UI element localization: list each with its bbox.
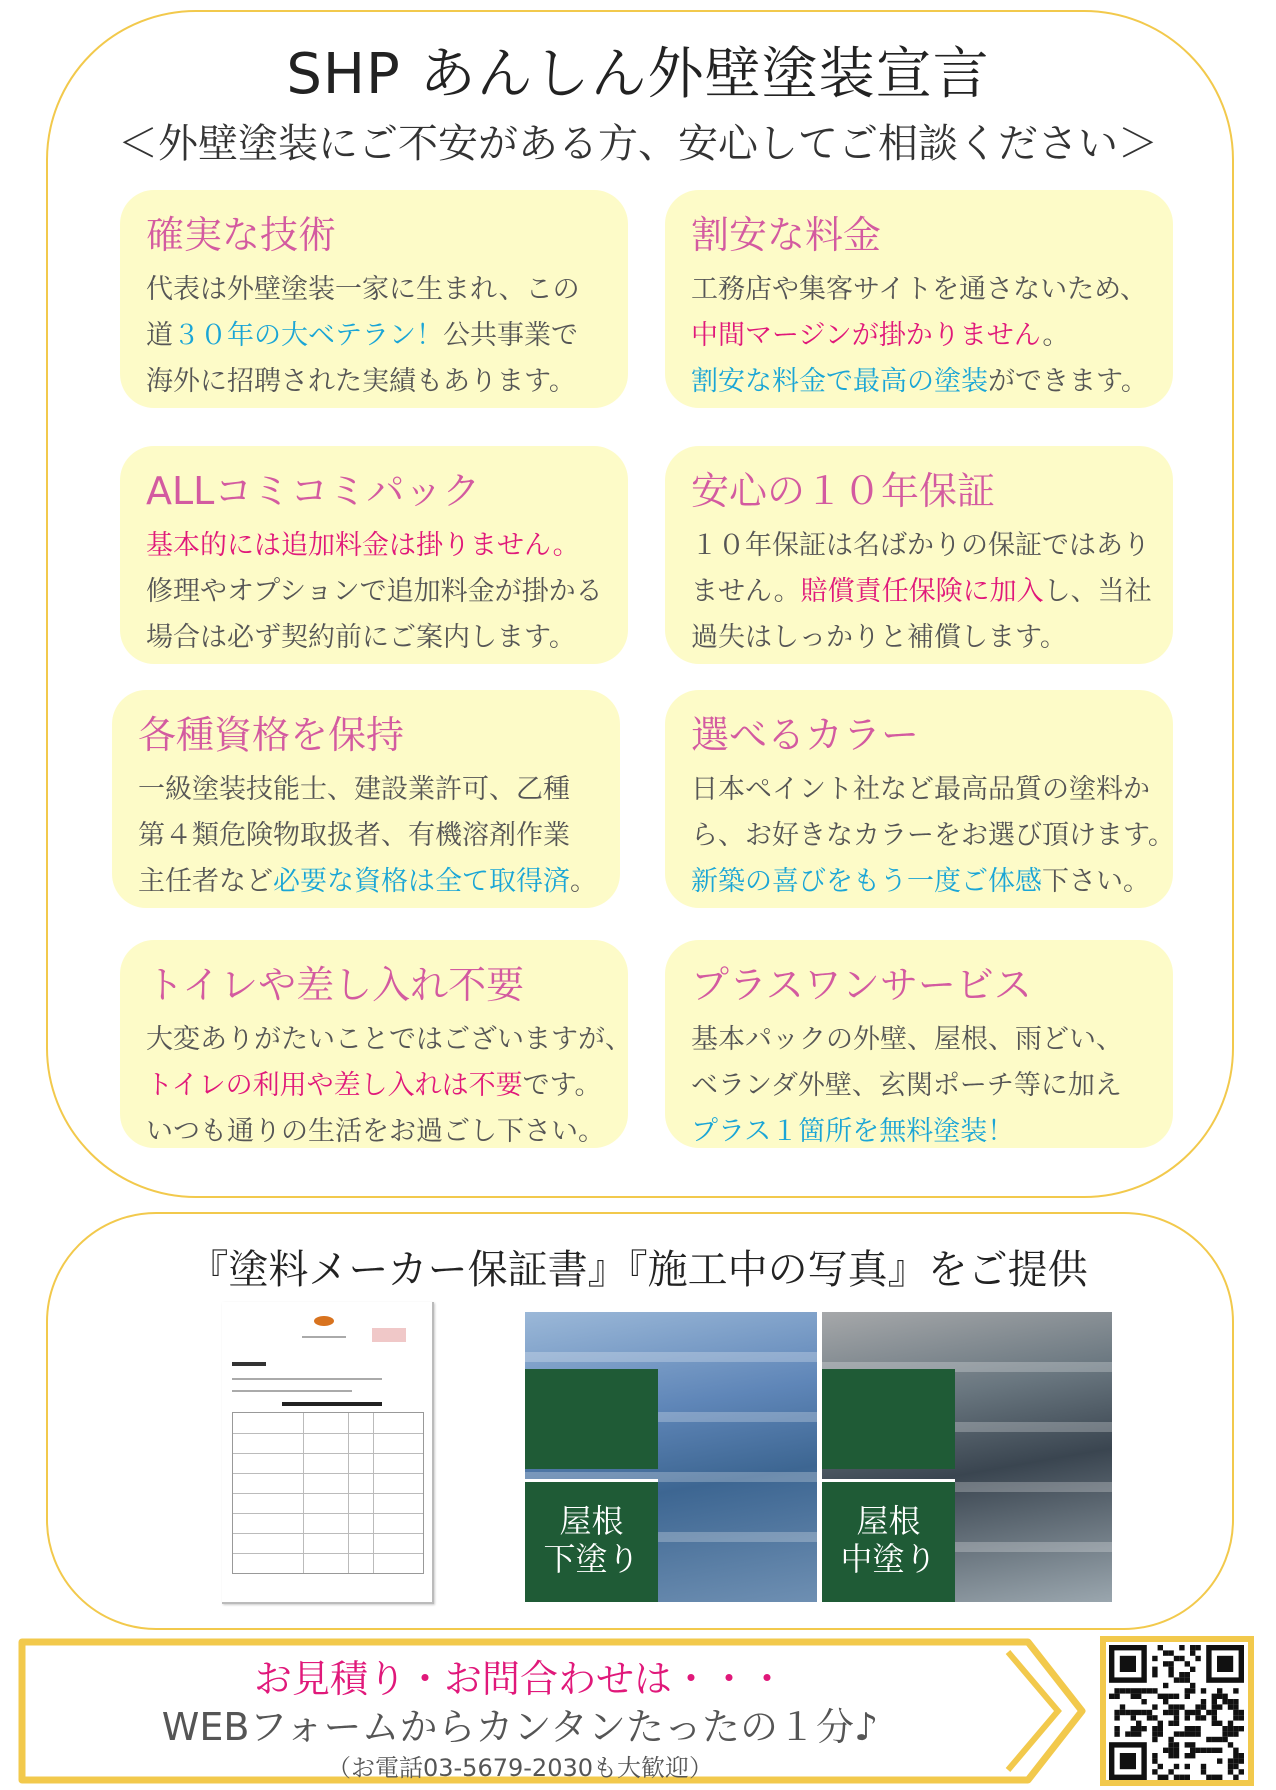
photo-overlay bbox=[525, 1369, 658, 1469]
card-line bbox=[691, 1109, 1147, 1155]
card-all-inclusive-pack bbox=[120, 446, 628, 664]
cta-web-form-link[interactable]: WEBフォームからカンタンたったの１分♪ bbox=[161, 1705, 879, 1749]
card-text-segment: 工務店や集客サイトを通さないため、 bbox=[691, 274, 1148, 305]
cta-phone-note: （お電話03-5679-2030も大歓迎） bbox=[326, 1754, 713, 1782]
card-affordable-price bbox=[665, 190, 1173, 408]
card-text-segment: 代表は外壁塗装一家に生まれ、この bbox=[146, 274, 580, 305]
provide-title: 『塗料メーカー保証書』『施工中の写真』をご提供 bbox=[188, 1247, 1088, 1293]
card-text-segment: 第４類危険物取扱者、有機溶剤作業 bbox=[138, 820, 570, 851]
card-text-segment: 海外に招聘された実績もあります。 bbox=[146, 366, 576, 397]
card-line bbox=[146, 267, 602, 313]
photo-overlay bbox=[822, 1369, 955, 1469]
card-text-segment: ません。 bbox=[691, 576, 801, 607]
card-text-segment: 新築の喜びをもう一度ご体感 bbox=[691, 866, 1042, 897]
qr-code-icon bbox=[1106, 1642, 1248, 1780]
qr-code[interactable] bbox=[1100, 1636, 1254, 1786]
card-text-segment: 大変ありがたいことではございますが、 bbox=[146, 1024, 632, 1055]
card-text-segment: いつも通りの生活をお過ごし下さい。 bbox=[146, 1116, 605, 1147]
card-body bbox=[146, 523, 602, 661]
card-text-segment: 基本パックの外壁、屋根、雨どい、 bbox=[691, 1024, 1123, 1055]
card-text-segment: ３０年の大ベテラン！ bbox=[173, 320, 443, 351]
card-line bbox=[691, 569, 1152, 615]
card-line bbox=[691, 267, 1147, 313]
card-text-segment: 中間マージンが掛かりません bbox=[691, 320, 1043, 351]
card-line bbox=[138, 813, 594, 859]
page-subtitle: ＜外壁塗装にご不安がある方、安心してご相談ください＞ bbox=[118, 121, 1158, 167]
card-text-segment: 下さい。 bbox=[1042, 866, 1150, 897]
card-line bbox=[146, 1017, 632, 1063]
card-title: ALLコミコミパック bbox=[146, 469, 481, 513]
card-text-segment: 基本的には追加料金は掛りません。 bbox=[146, 530, 580, 561]
card-title: 選べるカラー bbox=[691, 713, 920, 757]
card-line bbox=[146, 1109, 605, 1155]
card-body bbox=[691, 267, 1147, 405]
card-title: トイレや差し入れ不要 bbox=[146, 963, 525, 1007]
card-choose-color bbox=[665, 690, 1173, 908]
photo-label-line: 中塗り bbox=[840, 1540, 937, 1578]
card-title: 割安な料金 bbox=[691, 213, 882, 257]
card-line bbox=[691, 813, 1175, 859]
card-line bbox=[691, 767, 1150, 813]
card-plus-one-service bbox=[665, 940, 1173, 1148]
card-text-segment: プラス１箇所を無料塗装！ bbox=[691, 1116, 1015, 1147]
card-line bbox=[146, 569, 602, 615]
card-line bbox=[691, 1017, 1147, 1063]
card-line bbox=[691, 615, 1147, 661]
card-text-segment: トイレの利用や差し入れは不要 bbox=[146, 1070, 523, 1101]
card-line bbox=[146, 523, 602, 569]
card-text-segment: 。 bbox=[570, 866, 597, 897]
card-body bbox=[138, 767, 597, 905]
roof-undercoat-photo bbox=[525, 1312, 817, 1602]
card-body bbox=[691, 1017, 1147, 1155]
roof-midcoat-photo bbox=[822, 1312, 1112, 1602]
card-ten-year-warranty bbox=[665, 446, 1173, 664]
card-text-segment: １０年保証は名ばかりの保証ではあり bbox=[691, 530, 1150, 561]
card-body bbox=[146, 1017, 632, 1155]
card-body bbox=[691, 523, 1152, 661]
card-line bbox=[146, 313, 602, 359]
card-text-segment: ら、お好きなカラーをお選び頂けます。 bbox=[691, 820, 1175, 851]
card-line bbox=[138, 859, 597, 905]
cta-heading: お見積り・お問合わせは・・・ bbox=[253, 1657, 786, 1701]
page-title: SHP あんしん外壁塗装宣言 bbox=[286, 42, 990, 107]
photo-label-line: 下塗り bbox=[543, 1540, 640, 1578]
warranty-certificate-image bbox=[222, 1302, 434, 1604]
card-text-segment: 過失はしっかりと補償します。 bbox=[691, 622, 1067, 653]
card-no-toilet-refreshments bbox=[120, 940, 632, 1148]
card-line bbox=[138, 767, 594, 813]
photo-label-line: 屋根 bbox=[559, 1502, 624, 1540]
card-title: プラスワンサービス bbox=[691, 963, 1032, 1007]
card-text-segment: 主任者など bbox=[138, 866, 273, 897]
card-title: 安心の１０年保証 bbox=[691, 469, 996, 513]
card-text-segment: 公共事業で bbox=[443, 320, 578, 351]
card-line bbox=[691, 313, 1147, 359]
card-text-segment: 道 bbox=[146, 320, 173, 351]
card-text-segment: 修理やオプションで追加料金が掛かる bbox=[146, 576, 603, 607]
card-text-segment: 割安な料金で最高の塗装 bbox=[691, 366, 988, 397]
card-title: 各種資格を保持 bbox=[138, 713, 405, 757]
photo-label bbox=[525, 1479, 658, 1602]
card-text-segment: 。 bbox=[1042, 320, 1070, 351]
card-body bbox=[691, 767, 1175, 905]
card-text-segment: 日本ペイント社など最高品質の塗料か bbox=[691, 774, 1150, 805]
card-text-segment: ベランダ外壁、玄関ポーチ等に加え bbox=[691, 1070, 1122, 1101]
card-line bbox=[691, 523, 1150, 569]
card-line bbox=[691, 1063, 1147, 1109]
card-line bbox=[146, 615, 602, 661]
card-text-segment: ができます。 bbox=[988, 366, 1148, 397]
card-text-segment: 場合は必ず契約前にご案内します。 bbox=[146, 622, 576, 653]
card-text-segment: です。 bbox=[522, 1070, 602, 1101]
card-body bbox=[146, 267, 602, 405]
card-text-segment: し、当社 bbox=[1043, 576, 1152, 607]
card-title: 確実な技術 bbox=[146, 213, 337, 257]
card-qualifications bbox=[112, 690, 620, 908]
card-line bbox=[691, 359, 1147, 405]
photo-label-line: 屋根 bbox=[856, 1502, 921, 1540]
card-text-segment: 一級塗装技能士、建設業許可、乙種 bbox=[138, 774, 570, 805]
card-line bbox=[146, 1063, 602, 1109]
card-text-segment: 必要な資格は全て取得済 bbox=[273, 866, 570, 897]
card-text-segment: 賠償責任保険に加入 bbox=[800, 576, 1044, 607]
card-line bbox=[691, 859, 1150, 905]
card-reliable-technique bbox=[120, 190, 628, 408]
card-line bbox=[146, 359, 602, 405]
photo-label bbox=[822, 1479, 955, 1602]
